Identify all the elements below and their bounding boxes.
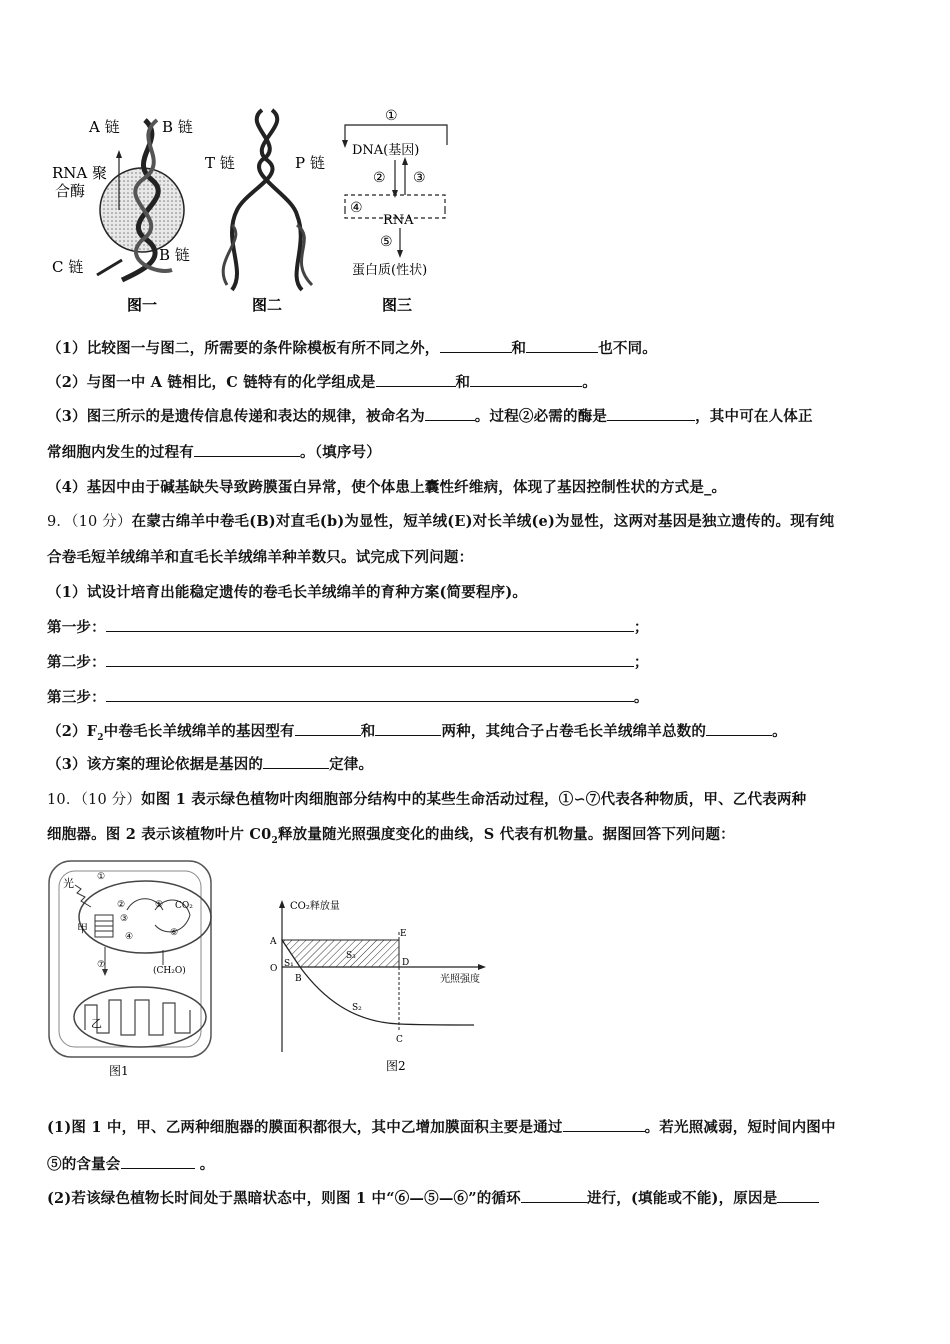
q10-intro2-sub: 2 [271,835,278,846]
q10-intro2b: 释放量随光照强度变化的曲线，S 代表有机物量。据图回答下列问题： [277,826,735,843]
fig3-rna: RNA [383,213,414,228]
fig1-label-c: C 链 [52,258,84,276]
q9-p2-sub: 2 [97,732,104,743]
q9-step2-label: 第二步： [47,654,106,671]
fig1-caption: 图一 [127,296,158,314]
q8-p2-blank2[interactable] [470,372,582,387]
fig3-dna: DNA(基因) [352,143,420,158]
fig1-n6: ⑥ [170,928,179,938]
q8-p1-text-c: 也不同。 [598,340,658,357]
q8-p3b-text-b: 。（填序号） [300,444,381,461]
q8-p1-blank2[interactable] [526,338,598,353]
figure-transcription-replication [47,100,467,320]
q9-step2-blank[interactable] [106,652,634,667]
fig3-n3: ③ [413,170,426,186]
fig3-caption: 图三 [382,296,413,314]
q9-p2-d: 两种，其纯合子占卷毛长羊绒绵羊总数的 [441,723,707,740]
fig1-label-rna1: RNA 聚 [52,164,108,182]
q10-p2-a: (2)若该绿色植物长时间处于黑暗状态中，则图 1 中“⑥—⑤—⑥”的循环 [47,1190,521,1207]
top-figures-svg [47,100,467,320]
fig1-n7: ⑦ [97,960,106,970]
q10-intro1: 如图 1 表示绿色植物叶肉细胞部分结构中的某些生命活动过程，①∽⑦代表各种物质，甲、乙代表两种 [141,791,807,808]
q9-p2-c: 和 [360,723,376,740]
q8-part3-cont [47,441,381,462]
q9-p3-b: 定律。 [329,756,374,773]
fig2-caption: 图二 [252,296,283,314]
q9-p2-b: 中卷毛长羊绒绵羊的基因型有 [103,723,295,740]
fig2-C: C [396,1035,403,1045]
q9-step1-label: 第一步： [47,619,106,636]
fig1-n1: ① [97,872,106,882]
q10-p1-blank2[interactable] [121,1154,195,1169]
q8-p2-text-a: （2）与图一中 A 链相比，C 链特有的化学组成是 [47,374,376,391]
q10-score: （10 分） [80,792,142,808]
q8-p3-text-b: 。过程②必需的酶是 [474,408,608,425]
q10-p1a-b: 。若光照减弱，短时间内图中 [644,1119,836,1136]
q9-step3-end: 。 [633,689,649,706]
fig3-protein: 蛋白质(性状) [352,263,428,278]
fig3-n5: ⑤ [380,234,393,250]
fig1-caption: 图1 [109,1064,129,1078]
q9-step3-blank[interactable] [106,687,634,702]
q9-step1 [47,616,649,637]
q9-number: 9． [47,514,72,530]
q9-score: （10 分） [71,514,132,530]
q9-part3 [47,753,373,774]
fig1-label-b-top: B 链 [162,118,193,136]
q10-intro-line1 [47,788,806,809]
fig3-n2: ② [373,170,386,186]
fig1-light: 光 [63,877,74,890]
fig1-ch2o: (CH₂O) [153,966,186,976]
fig1-n2: ② [117,900,126,910]
q10-number: 10． [47,792,81,808]
fig2-xlabel: 光照强度 [440,974,480,985]
q8-part4: （4）基因中由于碱基缺失导致跨膜蛋白异常，使个体患上囊性纤维病，体现了基因控制性状的方式是_。 [47,479,727,496]
q9-p2-e: 。 [772,723,787,740]
fig2-helix [223,110,312,290]
figure-co2-curve [262,892,492,1082]
q9-step1-end: ； [633,619,649,636]
q10-intro-line2 [47,823,735,846]
fig2-A: A [270,937,277,947]
q9-step1-blank[interactable] [106,617,634,632]
q9-p3-blank[interactable] [263,754,329,769]
q8-p3-text-c: ，其中可在人体正 [695,408,813,425]
q8-p2-blank1[interactable] [376,372,456,387]
fig2-B: B [295,974,302,984]
q10-p2-blank2[interactable] [777,1188,819,1203]
q8-p1-text-b: 和 [511,340,527,357]
q8-p3b-text-a: 常细胞内发生的过程有 [47,444,194,461]
q9-part1: （1）试设计培育出能稳定遗传的卷毛长羊绒绵羊的育种方案(简要程序)。 [47,584,528,601]
q9-p2-blank2[interactable] [375,721,441,736]
q10-p1a-a: (1)图 1 中，甲、乙两种细胞器的膜面积都很大，其中乙增加膜面积主要是通过 [47,1119,563,1136]
q9-p2-blank1[interactable] [295,721,361,736]
q9-p2-blank3[interactable] [706,721,772,736]
fig1-yi: 乙 [91,1017,102,1030]
figure-leaf-cell [45,855,215,1085]
fig1-jia: 甲 [77,922,88,935]
q8-part3 [47,405,813,426]
q8-p2-text-c: 。 [582,374,597,391]
q9-part2 [47,720,787,743]
q9-step3-label: 第三步： [47,689,106,706]
q10-part1-line2 [47,1153,214,1174]
fig1-n5: ⑤ [155,900,164,910]
q8-p3-blank1[interactable] [425,406,475,421]
q8-p3b-blank[interactable] [194,442,300,457]
fig2-E: E [400,929,407,939]
fig1-n4: ④ [125,932,134,942]
fig3-n1: ① [385,108,398,124]
q8-p1-blank1[interactable] [440,338,512,353]
fig1-label-rna2: 合酶 [55,182,86,200]
fig-leaf-cell-svg [45,855,215,1085]
q10-part2 [47,1187,819,1208]
q10-p2-blank1[interactable] [521,1188,587,1203]
fig3-n4: ④ [350,200,363,216]
q9-step3 [47,686,649,707]
fig1-co2: CO₂ [175,901,193,911]
q10-p1b-b: 。 [194,1156,215,1173]
fig2-S1: S₁ [284,959,294,969]
q9-intro1: 在蒙古绵羊中卷毛(B)对直毛(b)为显性，短羊绒(E)对长羊绒(e)为显性，这两对基因是独立遗传的。现有纯 [131,513,835,530]
fig1-label-b-bottom: B 链 [159,246,190,264]
q8-p1-text-a: （1）比较图一与图二，所需要的条件除模板有所不同之外， [47,340,440,357]
q8-part2 [47,371,597,392]
q8-p3-text-a: （3）图三所示的是遗传信息传递和表达的规律，被命名为 [47,408,425,425]
fig2-label-t: T 链 [205,154,235,172]
fig2-ylabel: CO₂释放量 [290,901,340,912]
q9-step2-end: ； [633,654,649,671]
q8-part1 [47,337,657,358]
q10-p1b-a: ⑤的含量会 [47,1156,121,1173]
fig2-O: O [270,964,278,974]
q9-p2-a: （2）F [47,723,98,740]
fig-co2-svg [262,892,492,1082]
q10-part1-line1 [47,1116,836,1137]
q10-p2-b: 进行，(填能或不能)，原因是 [586,1190,778,1207]
q9-p3-a: （3）该方案的理论依据是基因的 [47,756,264,773]
fig2-S2: S₂ [352,1003,362,1013]
q10-p1-blank1[interactable] [563,1117,645,1132]
q8-p2-text-b: 和 [455,374,471,391]
fig1-label-a: A 链 [89,118,120,136]
q9-step2 [47,651,649,672]
fig2-caption: 图2 [386,1059,406,1073]
q10-intro2a: 细胞器。图 2 表示该植物叶片 C0 [47,826,272,843]
q9-intro-line1 [47,510,834,531]
q8-p3-blank2[interactable] [607,406,695,421]
q9-intro2: 合卷毛短羊绒绵羊和直毛长羊绒绵羊种羊数只。试完成下列问题： [47,549,474,566]
fig1-n3: ③ [120,914,129,924]
fig2-label-p: P 链 [295,154,325,172]
fig2-S3: S₃ [346,951,356,961]
fig2-D: D [402,958,410,968]
